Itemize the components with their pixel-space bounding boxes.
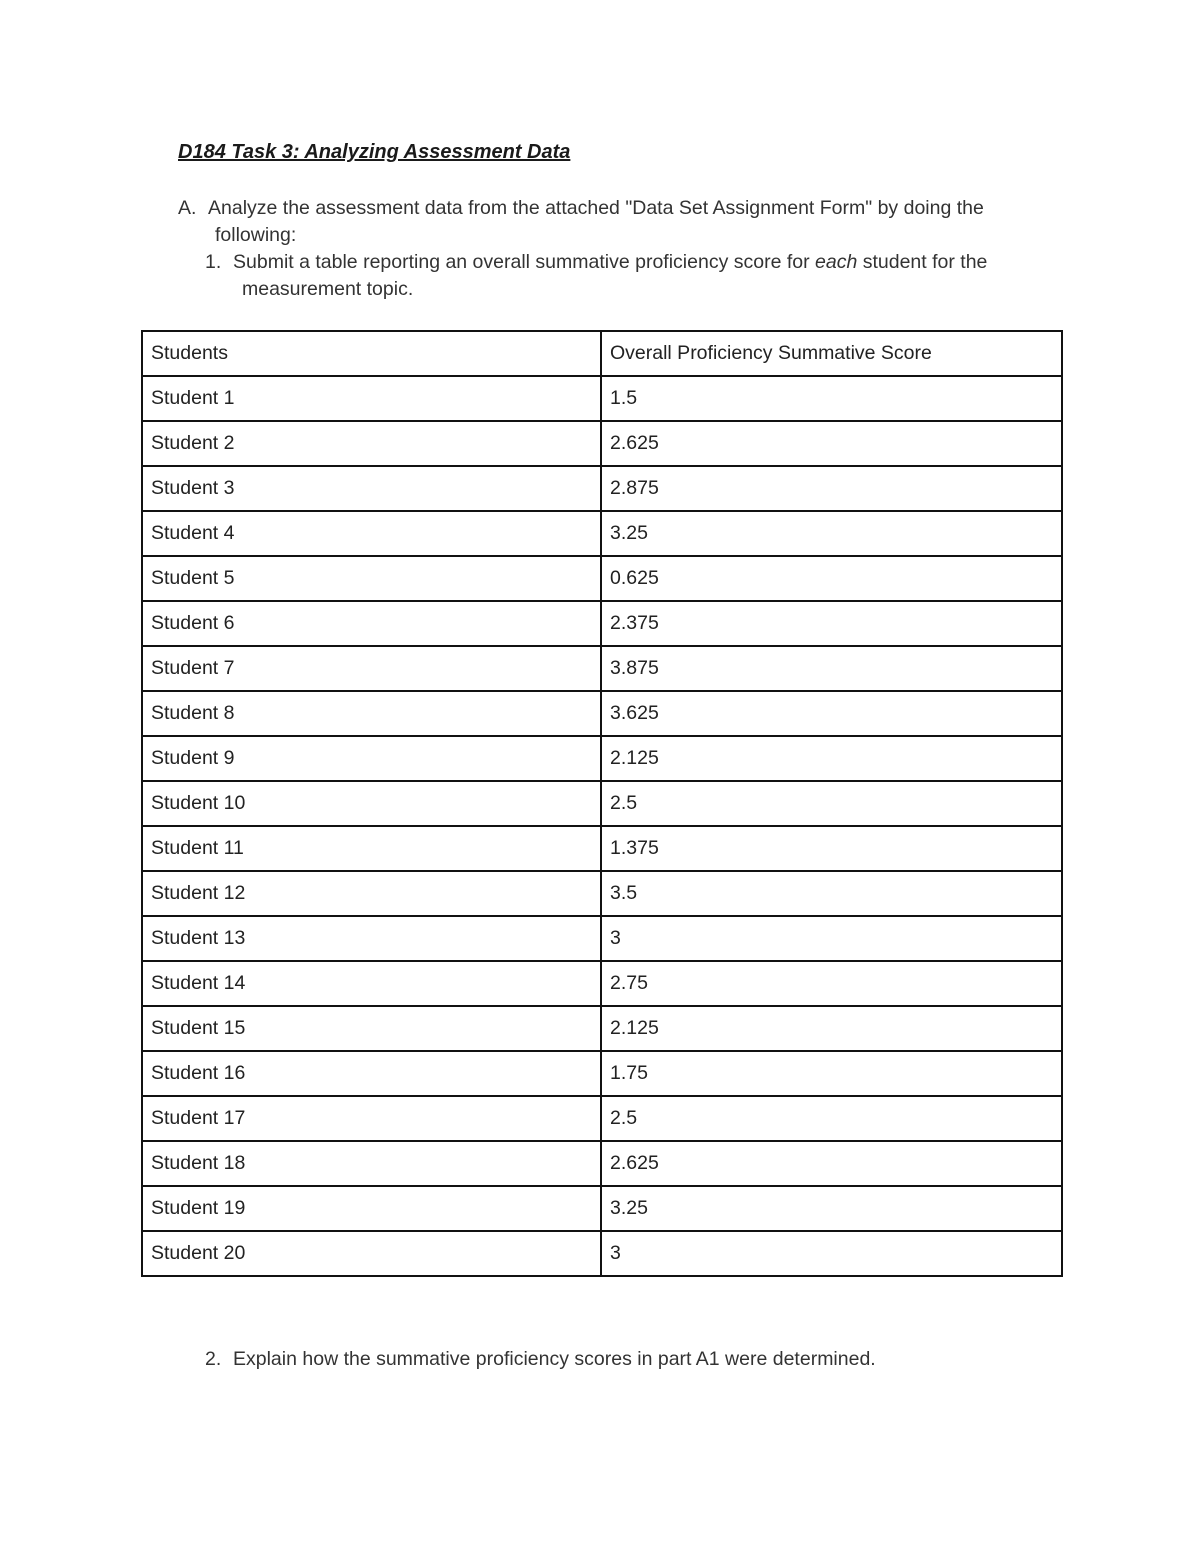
score-cell: 1.375 (601, 826, 1062, 871)
header-students: Students (142, 331, 601, 376)
table-row (142, 421, 1062, 466)
table-row (142, 826, 1062, 871)
table-row (142, 1051, 1062, 1096)
score-cell: 2.875 (601, 466, 1062, 511)
score-cell: 2.125 (601, 736, 1062, 781)
table-row (142, 781, 1062, 826)
student-name-cell: Student 6 (142, 601, 601, 646)
student-name-cell: Student 13 (142, 916, 601, 961)
instruction-a-text: Analyze the assessment data from the attached "Data Set Assignment Form" by doing the following: (208, 197, 984, 246)
table-body (142, 376, 1062, 1276)
scores-table (141, 330, 1063, 1277)
score-cell: 3.25 (601, 511, 1062, 556)
instruction-1-text (205, 249, 1055, 303)
table-row (142, 466, 1062, 511)
student-name-cell: Student 18 (142, 1141, 601, 1186)
student-name-cell: Student 3 (142, 466, 601, 511)
score-cell: 3 (601, 1231, 1062, 1276)
table-row (142, 601, 1062, 646)
instruction-1-text-before: Submit a table reporting an overall summative proficiency score for (233, 251, 816, 273)
instruction-1 (205, 249, 1055, 303)
score-cell: 1.75 (601, 1051, 1062, 1096)
table-row (142, 871, 1062, 916)
score-cell: 0.625 (601, 556, 1062, 601)
score-cell: 2.75 (601, 961, 1062, 1006)
header-score: Overall Proficiency Summative Score (601, 331, 1062, 376)
student-name-cell: Student 12 (142, 871, 601, 916)
score-cell: 2.375 (601, 601, 1062, 646)
score-cell: 3 (601, 916, 1062, 961)
score-cell: 2.625 (601, 421, 1062, 466)
instruction-a (178, 195, 1058, 249)
table-row (142, 1231, 1062, 1276)
student-name-cell: Student 15 (142, 1006, 601, 1051)
table-row (142, 1096, 1062, 1141)
student-name-cell: Student 17 (142, 1096, 601, 1141)
table-row (142, 1141, 1062, 1186)
table-row (142, 961, 1062, 1006)
table-row (142, 1006, 1062, 1051)
instruction-1-emphasis: each (815, 251, 858, 273)
score-cell: 2.125 (601, 1006, 1062, 1051)
student-name-cell: Student 1 (142, 376, 601, 421)
score-cell: 2.5 (601, 1096, 1062, 1141)
instruction-2-text: Explain how the summative proficiency scores in part A1 were determined. (233, 1348, 876, 1370)
table-row (142, 736, 1062, 781)
student-name-cell: Student 11 (142, 826, 601, 871)
score-cell: 3.875 (601, 646, 1062, 691)
score-cell: 2.625 (601, 1141, 1062, 1186)
table-row (142, 556, 1062, 601)
student-name-cell: Student 5 (142, 556, 601, 601)
table-row (142, 376, 1062, 421)
instruction-2 (205, 1346, 1055, 1373)
score-cell: 1.5 (601, 376, 1062, 421)
score-cell: 3.25 (601, 1186, 1062, 1231)
instruction-1-text-after: student for the measurement topic. (242, 251, 988, 300)
list-marker-1: 1. (205, 251, 222, 273)
score-cell: 2.5 (601, 781, 1062, 826)
score-cell: 3.5 (601, 871, 1062, 916)
student-name-cell: Student 14 (142, 961, 601, 1006)
student-name-cell: Student 16 (142, 1051, 601, 1096)
student-name-cell: Student 8 (142, 691, 601, 736)
student-name-cell: Student 9 (142, 736, 601, 781)
student-name-cell: Student 19 (142, 1186, 601, 1231)
list-marker-2: 2. (205, 1348, 222, 1370)
student-name-cell: Student 10 (142, 781, 601, 826)
student-name-cell: Student 4 (142, 511, 601, 556)
list-marker-a: A. (178, 197, 197, 219)
table-row (142, 1186, 1062, 1231)
table-header-row (142, 331, 1062, 376)
table-row (142, 916, 1062, 961)
table-row (142, 646, 1062, 691)
student-name-cell: Student 7 (142, 646, 601, 691)
score-cell: 3.625 (601, 691, 1062, 736)
document-title: D184 Task 3: Analyzing Assessment Data (178, 141, 571, 163)
table-row (142, 691, 1062, 736)
student-name-cell: Student 20 (142, 1231, 601, 1276)
table-row (142, 511, 1062, 556)
student-name-cell: Student 2 (142, 421, 601, 466)
